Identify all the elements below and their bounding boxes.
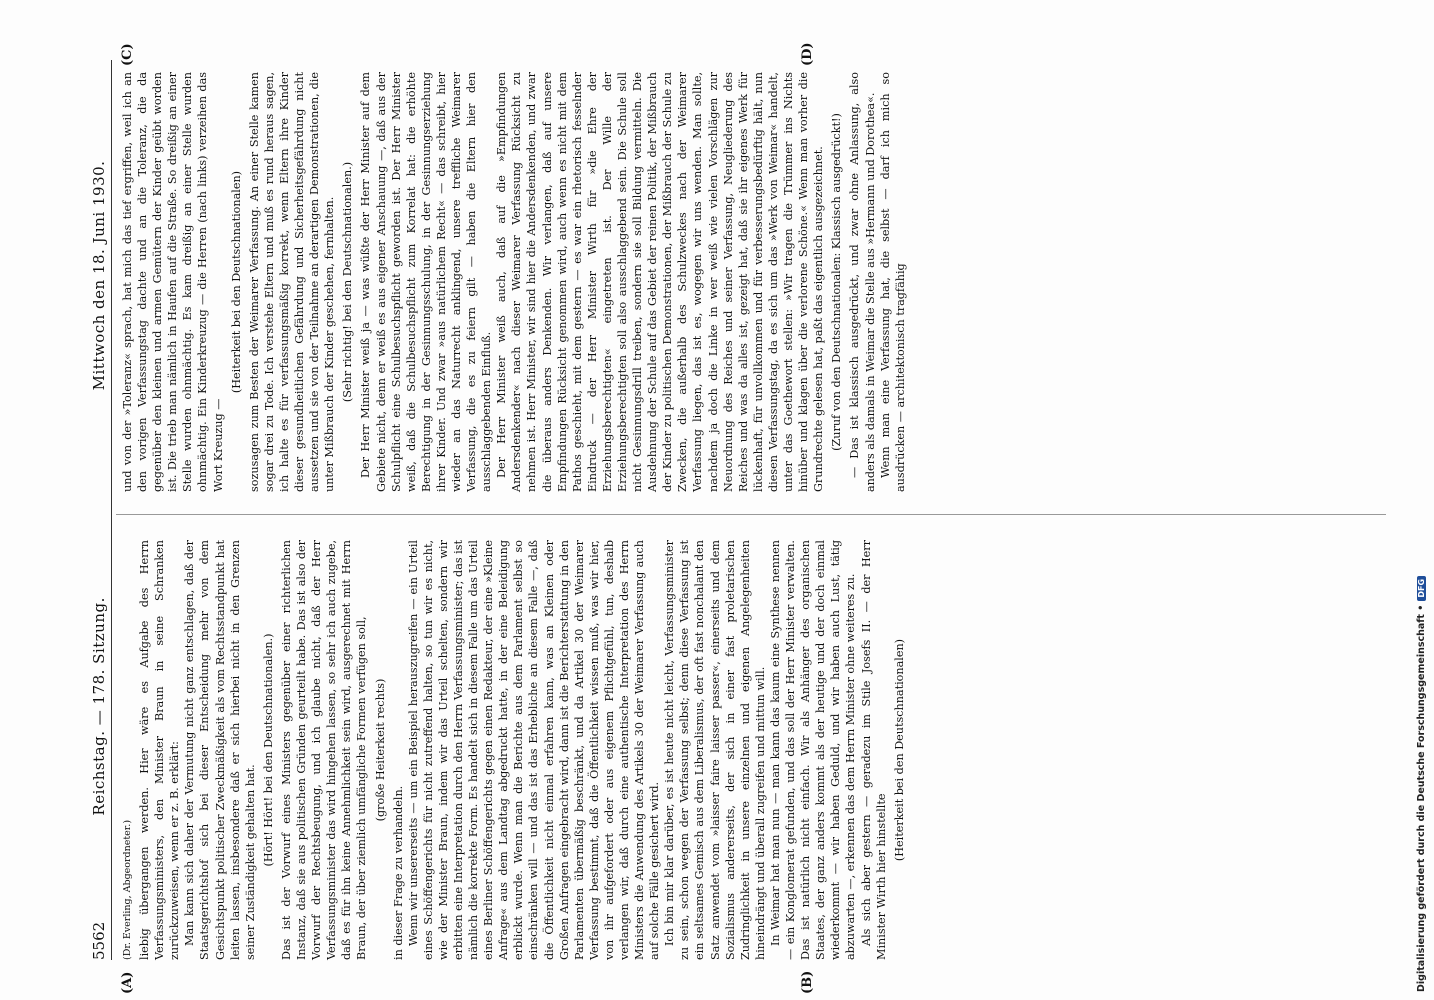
paragraph: und von der »Toleranz« sprach, hat mich das tief ergriffen, weil ich an den vorigen Verfassungstag dachte und an die Toleranz, die da gegenüber den kleinen und armen Gemütern der Kinder geübt worden ist. Die trieb man nämlich in Haufen auf die Straße. So dreißig an einer Stelle wurden ohnmächtig. Es kam dreißig an einer Stelle wurden ohnmächtig. Ein Kinderkreuzug — die Herren (nach links) verzeihen das Wort Kreuzug —: [121, 72, 225, 492]
interjection: (Hört! Hört! bei den Deutschnationalen.): [261, 633, 275, 867]
paragraph: Der Herr Minister weiß ja — was wüßte der Herr Minister auf dem Gebiete nicht, denn er weiß es aus eigener Anschauung —, daß aus der Schulpflicht eine Schulbesuchspflicht geworden ist. Der Herr Minister weiß, daß die Schulbesuchspflicht zum Korrelat hat: die erhöhte Berechtigung in der Gesinnungsschulung, in der Gesinnungserziehung ihrer Kinder. Und zwar »aus natürlichem Recht« — das schreibt, hier wieder an das Naturrecht anklingend, unsere treffliche Weimarer Verfassung, die es zu feiern gilt — haben die Eltern hier den ausschlaggebenden Einfluß.: [359, 72, 494, 492]
page-number: 5562: [90, 921, 108, 960]
paragraph: In Weimar hat man nun — man kann das kaum eine Synthese nennen — ein Konglomerat gefunden, und das soll der Herr Minister verwalten. Das ist natürlich nicht einfach. Wir als Anhänger des organischen Staates, der ganz anders kommt als der heutige und der doch einmal wiederkommt — wir haben Geduld, und wir haben auch Lust, tätig abzuwarten —, erkennen das dem Herrn Minister ohne weiteres zu.: [768, 540, 858, 960]
paragraph: Ich bin mir klar darüber, es ist heute nicht leicht, Verfassungsminister zu sein, schon wegen der Verfassung selbst; denn diese Verfassung ist ein seltsames Gemisch aus dem Liberalismus, der oft fast nonchalant den Satz anwendet vom »laisser faire laisser passer«, einerseits und dem Sozialismus andererseits, der sich in einer fast proletarischen Zudringlichkeit in unsere einzelnen und eigenen Angelegenheiten hineindrängt und überall zugreifen und mittun will.: [663, 540, 767, 960]
interjection: (große Heiterkeit rechts): [373, 678, 387, 822]
speaker-note: (Dr. Everling, Abgeordneter.): [122, 819, 133, 960]
paragraph: liebig übergangen werden. Hier wäre es Aufgabe des Herrn Verfassungsministers, den Minister Braun in seine Schranken zurückzuweisen, wenn er z. B. erklärt:: [138, 540, 182, 960]
paragraph: Der Herr Minister weiß auch, daß auf die »Empfindungen Andersdenkender« nach dieser Weimarer Verfassung Rücksicht zu nehmen ist. Herr Minister, wir sind hier die Andersdenkenden, und zwar die überaus anders Denkenden. Wir verlangen, daß auf unsere Empfindungen Rücksicht genommen wird, auch wenn es nicht mit dem Pathos geschieht, mit dem gestern — es war ein rhetorisch fesselnder Eindruck — der Herr Minister Wirth für »die Ehre der Erziehungsberechtigten« eingetreten ist. Der Wille der Erziehungsberechtigten soll also ausschlaggebend sein. Die Schule soll nicht Gesinnungsdrill treiben, sondern sie soll Bildung vermitteln. Die Ausdehnung der Schule auf das Gebiet der reinen Politik, der Mißbrauch der Kinder zu politischen Demonstrationen, der Mißbrauch der Schule zu Zwecken, die außerhalb des Schulzweckes nach der Weimarer Verfassung liegen, das ist es, wogegen wir uns wenden. Man sollte, nachdem ja doch die Linke in wer weiß wie vielen Vorschlägen zur Neuordnung des Reiches und seiner Verfassung, Neugliederung des Reiches und was da alles ist, gezeigt hat, daß sie ihr eigenes Werk für lückenhaft, für unvollkommen und für verbesserungsbedürftig hält, nun diesen Verfassungstag, da es sich um das »Werk von Weimar« handelt, unter das Goethewort stellen: »Wir tragen die Trümmer ins Nichts hinüber und klagen über die verlorene Schöne.« Wenn man vorher die Grundrechte gelesen hat, paßt das eigentlich ausgezeichnet.: [495, 72, 826, 492]
quote-paragraph: Man kann sich daher der Vermutung nicht ganz entschlagen, daß der Staatsgerichtshof sich bei dieser Entscheidung mehr von dem Gesichtspunkt politischer Zweckmäßigkeit als vom Rechtsstandpunkt hat leiten lassen, insbesondere daß er sich hierbei nicht in den Grenzen seiner Zuständigkeit gehalten hat.: [183, 540, 257, 960]
column-divider: [116, 514, 1386, 515]
session-title: Reichstag. — 178. Sitzung.: [90, 597, 108, 816]
paragraph: — Das ist klassisch ausgedrückt, und zwar ohne Anlassung, also anders als damals in Weimar die Stelle aus »Hermann und Dorothea«.: [848, 72, 877, 492]
left-column: [120, 540, 910, 960]
running-head: [80, 60, 112, 960]
right-column: [120, 72, 908, 492]
interjection: (Heiterkeit bei den Deutschnationalen): [229, 170, 243, 394]
margin-mark-b: (B): [800, 970, 815, 994]
paragraph: Das ist der Vorwurf eines Ministers gegenüber einer richterlichen Instanz, daß sie aus politischen Gründen geurteilt habe. Das ist also der Vorwurf der Rechtsbeugung, und ich glaube nicht, daß der Herr Verfassungsminister das wird hingehen lassen, so sehr ich auch zugebe, daß es für ihn keine Annehmlichkeit sein wird, ausgerechnet mit Herrn Braun, der über ziemlich umfängliche Formen verfügen soll,: [279, 540, 369, 960]
credit-text: Digitalisierung gefördert durch die Deutsche Forschungsgemeinschaft •: [1416, 604, 1427, 992]
session-date: Mittwoch den 18. Juni 1930.: [90, 160, 108, 391]
paragraph: Als sich aber gestern — geradezu im Stile Josefs II. — der Herr Minister Wirth hier hinstellte: [859, 540, 888, 960]
rotated-page: [80, 42, 1410, 994]
margin-mark-c: (C): [120, 43, 135, 66]
interjection: (Sehr richtig! bei den Deutschnationalen.): [341, 161, 355, 403]
margin-mark-d: (D): [800, 42, 815, 66]
paragraph: in dieser Frage zu verhandeln.: [391, 785, 405, 960]
interjection: (Heiterkeit bei den Deutschnationalen): [892, 638, 906, 862]
margin-mark-a: (A): [120, 971, 135, 994]
dfg-logo-icon: DFG: [1417, 576, 1426, 601]
paragraph: Wenn wir unsererseits — um ein Beispiel herauszugreifen — ein Urteil eines Schöffengerichts für nicht zutreffend halten, so tun wir es nicht, wie der Minister Braun, indem wir das Urteil schelten, sondern wir erbitten eine Interpretation durch den Herrn Verfassungsminister; das ist nämlich die korrekte Form. Es handelt sich in diesem Falle um das Urteil eines Berliner Schöffengerichts gegen einen Redakteur, der eine »Kleine Anfrage« aus dem Landtag abgedruckt hatte, in der eine Beleidigung erblickt wurde. Wenn man die Berichte aus dem Parlament selbst so einschränken will — und das ist das Erhebliche an diesem Falle —, daß die Öffentlichkeit nicht einmal erfahren kann, was an Kleinen oder Großen Anfragen eingebracht wird, dann ist die Berichterstattung in den Parlamenten übermäßig beschränkt, und da Artikel 30 der Weimarer Verfassung bestimmt, daß die Öffentlichkeit wissen muß, was wir hier, von ihr aufgefordert oder aus eigenem Pflichtgefühl, tun, deshalb verlangen wir, daß durch eine authentische Interpretation des Herrn Ministers die Anwendung des Artikels 30 der Weimarer Verfassung auch auf solche Fälle gesichert wird.: [406, 540, 662, 960]
paragraph: sozusagen zum Besten der Weimarer Verfassung. An einer Stelle kamen sogar drei zu Tode. Ich verstehe Eltern und muß es rund heraus sagen, ich halte es für verfassungsmäßig korrekt, wenn Eltern ihre Kinder dieser gesundheitlichen Gefährdung und Sicherheitsgefährdung nicht aussetzen und sie von der Teilnahme an derartigen Demonstrationen, die unter Mißbrauch der Kinder geschehen, fernhalten.: [247, 72, 337, 492]
interjection: (Zuruf von den Deutschnationalen: Klassisch ausgedrückt!): [830, 113, 844, 451]
paragraph: Wenn man eine Verfassung hat, die selbst — darf ich mich so ausdrücken — architektonisch tragfähig: [878, 72, 907, 492]
digitization-credit: [1416, 8, 1430, 992]
